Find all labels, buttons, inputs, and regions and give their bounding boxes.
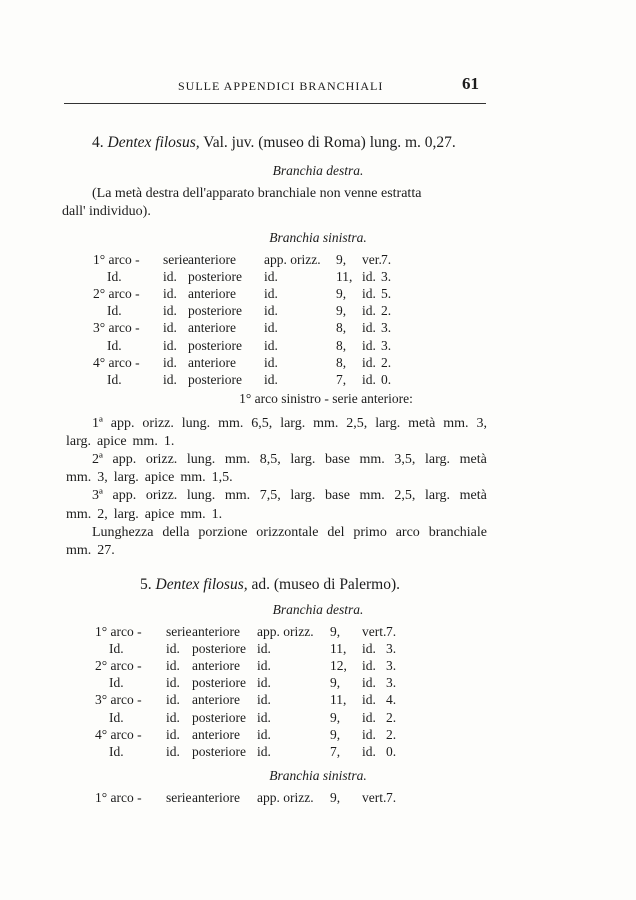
table-cell: Id. (107, 371, 122, 387)
word: 27. (97, 542, 115, 558)
paragraph-line (92, 524, 487, 541)
section4-subheading: 1° arco sinistro - serie anteriore: (239, 391, 413, 406)
word: larg. (113, 506, 139, 522)
table-cell: id. (264, 269, 278, 285)
word: 2,5, (394, 488, 416, 504)
word: mm. (180, 470, 206, 486)
table-cell: id. (362, 303, 376, 319)
table-cell: 2. (386, 709, 397, 725)
table-cell: posteriore (192, 709, 246, 725)
table-cell: id. (163, 337, 177, 353)
table-cell: serie (163, 252, 189, 267)
table-cell: id. (362, 675, 376, 691)
table-cell: id. (362, 658, 376, 674)
table-cell: serie (166, 624, 192, 639)
table-cell: id. (163, 286, 177, 302)
word: 2, (97, 506, 108, 522)
table-cell: id. (362, 286, 376, 302)
section4-heading (92, 134, 456, 152)
table-row (0, 372, 636, 389)
table-cell: id. (264, 337, 278, 353)
section5-number: 5. (140, 576, 152, 593)
table-cell: 11, (336, 269, 353, 285)
paragraph-line (92, 451, 487, 468)
paragraph-line (66, 469, 233, 486)
section4-number: 4. (92, 134, 104, 151)
table-cell: 9, (330, 624, 341, 639)
table-cell: Id. (109, 709, 124, 725)
table-row (0, 624, 636, 641)
table-cell: anteriore (192, 658, 240, 674)
table-row (0, 303, 636, 320)
section5-species: Dentex filosus, (155, 576, 248, 593)
word: 7,5, (259, 488, 281, 504)
table-cell: 0. (381, 371, 392, 387)
table-cell: app. orizz. (257, 790, 314, 805)
table-cell: 3. (381, 269, 392, 285)
table-cell: 9, (336, 303, 347, 319)
word: larg. (280, 416, 306, 431)
table-cell: posteriore (192, 675, 246, 691)
word: lung. (186, 488, 216, 504)
table-cell: 7, (330, 743, 341, 759)
word: app. (112, 452, 137, 468)
table-row (0, 641, 636, 658)
word: 1,5. (211, 470, 233, 486)
table-cell: id. (257, 709, 271, 725)
word: larg. (425, 488, 451, 504)
table-cell: posteriore (188, 337, 242, 353)
table-cell: 11, (330, 692, 347, 708)
word: orizz. (145, 452, 178, 468)
word: porzione (198, 524, 248, 540)
table-row (0, 355, 636, 372)
table-cell: id. (163, 371, 177, 387)
table-cell: id. (166, 658, 180, 674)
table-cell: id. (257, 743, 271, 759)
table-cell: 1° arco - (93, 252, 140, 267)
table-cell: 7, (336, 371, 347, 387)
word: apice (144, 506, 175, 522)
paragraph-line (92, 415, 487, 432)
word: branchiale (428, 524, 487, 540)
section5-branchia-destra-heading: Branchia destra. (272, 602, 364, 617)
table-cell: 1° arco - (95, 624, 142, 639)
section5-branchia-sinistra-heading: Branchia sinistra. (269, 768, 367, 783)
table-cell: 4. (386, 692, 397, 708)
paragraph-line (92, 487, 487, 504)
word: larg. (425, 452, 451, 468)
table-cell: 7. (386, 624, 397, 639)
table-cell: id. (257, 641, 271, 657)
word: 1ª (92, 416, 103, 431)
table-cell: 9, (336, 252, 347, 267)
table-cell: 2° arco - (93, 286, 140, 302)
table-cell: anteriore (188, 286, 236, 302)
table-cell: Id. (109, 641, 124, 657)
word: 3, (97, 470, 108, 486)
table-cell: id. (362, 354, 376, 370)
word: 8,5, (259, 452, 281, 468)
table-cell: posteriore (188, 303, 242, 319)
table-cell: id. (362, 743, 376, 759)
table-cell: id. (264, 286, 278, 302)
word: 1. (211, 506, 223, 522)
table-cell: id. (257, 726, 271, 742)
table-cell: id. (163, 269, 177, 285)
word: mm. (66, 506, 92, 522)
table-cell: id. (264, 320, 278, 336)
table-cell: vert. (362, 790, 387, 805)
table-cell: id. (264, 303, 278, 319)
table-cell: serie (166, 790, 192, 805)
table-cell: Id. (107, 269, 122, 285)
table-cell: 0. (386, 743, 397, 759)
table-cell: 3° arco - (95, 692, 142, 708)
table-cell: id. (362, 320, 376, 336)
table-cell: id. (362, 371, 376, 387)
word: mm. (359, 452, 385, 468)
table-cell: id. (166, 641, 180, 657)
word: della (162, 524, 190, 540)
word: 2,5, (346, 416, 368, 431)
section5-desc: ad. (museo di Palermo). (251, 576, 401, 593)
word: mm. (132, 434, 158, 450)
table-cell: 8, (336, 354, 347, 370)
table-row (0, 269, 636, 286)
word: orizzontale (256, 524, 319, 540)
table-cell: Id. (107, 337, 122, 353)
page-number: 61 (462, 74, 479, 93)
table-cell: vert. (362, 624, 387, 639)
table-cell: app. orizz. (264, 252, 321, 267)
table-cell: anteriore (188, 252, 236, 267)
table-cell: 8, (336, 320, 347, 336)
word: mm. (224, 452, 251, 468)
table-cell: 3. (386, 658, 397, 674)
word: base (325, 488, 350, 504)
word: app. (110, 416, 135, 431)
paragraph-line (66, 433, 174, 450)
table-row (0, 252, 636, 269)
section4-note-line1: (La metà destra dell'apparato branchiale non venne estratta (92, 186, 422, 201)
word: apice (97, 434, 127, 450)
table-cell: id. (163, 354, 177, 370)
table-cell: 2. (381, 303, 392, 319)
word: mm. (443, 416, 469, 431)
word: 6,5, (251, 416, 273, 431)
header-rule (64, 103, 486, 104)
table-cell: anteriore (192, 790, 240, 805)
word: mm. (359, 488, 385, 504)
table-cell: 1° arco - (95, 790, 142, 805)
table-cell: 7. (381, 252, 392, 267)
word: mm. (66, 542, 92, 558)
word: larg. (290, 452, 316, 468)
word: larg. (375, 416, 401, 431)
table-cell: id. (166, 675, 180, 691)
word: mm. (218, 416, 244, 431)
table-cell: id. (362, 709, 376, 725)
table-cell: 2° arco - (95, 658, 142, 674)
table-cell: 9, (330, 709, 341, 725)
word: Lunghezza (92, 524, 154, 540)
word: metà (459, 452, 487, 468)
table-cell: anteriore (192, 726, 240, 742)
table-cell: 2. (381, 354, 392, 370)
table-cell: id. (362, 337, 376, 353)
word: 3ª (92, 488, 103, 504)
table-cell: id. (166, 692, 180, 708)
table-cell: posteriore (188, 371, 242, 387)
table-cell: 4° arco - (93, 354, 140, 370)
paragraph-line (66, 506, 222, 523)
word: metà (459, 488, 487, 504)
table-cell: id. (362, 269, 376, 285)
word: orizz. (142, 416, 174, 431)
word: 2ª (92, 452, 103, 468)
section4-branchia-sinistra-heading: Branchia sinistra. (269, 230, 367, 245)
word: lung. (186, 452, 216, 468)
word: mm. (66, 470, 92, 486)
table-row (0, 338, 636, 355)
table-row (0, 790, 636, 807)
table-row (0, 727, 636, 744)
table-row (0, 286, 636, 303)
table-cell: id. (166, 726, 180, 742)
table-cell: 2. (386, 726, 397, 742)
table-row (0, 692, 636, 709)
word: 3, (476, 416, 487, 431)
table-row (0, 710, 636, 727)
table-row (0, 658, 636, 675)
table-cell: id. (257, 675, 271, 691)
table-cell: 4° arco - (95, 726, 142, 742)
section4-branchia-destra-heading: Branchia destra. (272, 163, 364, 178)
page-header (0, 74, 636, 94)
table-cell: id. (166, 709, 180, 725)
table-cell: id. (163, 320, 177, 336)
table-row (0, 320, 636, 337)
table-cell: 3. (386, 641, 397, 657)
table-cell: id. (362, 641, 376, 657)
table-cell: 9, (330, 790, 341, 805)
table-cell: 3° arco - (93, 320, 140, 336)
word: primo (353, 524, 387, 540)
section4-species: Dentex filosus, (107, 134, 200, 151)
table-cell: 3. (386, 675, 397, 691)
section4-note-line2: dall' individuo). (62, 204, 151, 219)
table-cell: posteriore (192, 743, 246, 759)
word: mm. (313, 416, 339, 431)
table-cell: ver. (362, 252, 382, 267)
word: mm. (180, 506, 206, 522)
running-title: SULLE APPENDICI BRANCHIALI (178, 79, 384, 93)
table-cell: id. (166, 743, 180, 759)
table-cell: 8, (336, 337, 347, 353)
table-cell: 11, (330, 641, 347, 657)
word: larg. (290, 488, 316, 504)
table-cell: id. (362, 726, 376, 742)
table-row (0, 744, 636, 761)
word: lung. (181, 416, 211, 431)
table-cell: 9, (330, 726, 341, 742)
table-cell: Id. (109, 675, 124, 691)
table-cell: posteriore (188, 269, 242, 285)
table-cell: anteriore (188, 354, 236, 370)
word: base (325, 452, 350, 468)
table-cell: id. (362, 692, 376, 708)
word: app. (112, 488, 137, 504)
table-row (0, 675, 636, 692)
table-cell: Id. (109, 743, 124, 759)
table-cell: id. (163, 303, 177, 319)
table-cell: anteriore (192, 624, 240, 639)
table-cell: anteriore (188, 320, 236, 336)
word: apice (144, 470, 175, 486)
word: orizz. (145, 488, 178, 504)
table-cell: 9, (330, 675, 341, 691)
word: larg. (113, 470, 139, 486)
table-cell: id. (257, 658, 271, 674)
word: mm. (224, 488, 251, 504)
table-cell: anteriore (192, 692, 240, 708)
paragraph-line (66, 542, 115, 559)
table-cell: id. (257, 692, 271, 708)
table-cell: 5. (381, 286, 392, 302)
table-cell: 12, (330, 658, 347, 674)
word: larg. (66, 434, 92, 450)
table-cell: id. (264, 371, 278, 387)
table-cell: 3. (381, 320, 392, 336)
word: 1. (163, 434, 175, 450)
table-cell: posteriore (192, 641, 246, 657)
word: arco (395, 524, 420, 540)
word: metà (408, 416, 436, 431)
table-cell: Id. (107, 303, 122, 319)
table-cell: id. (264, 354, 278, 370)
word: del (327, 524, 345, 540)
table-cell: 3. (381, 337, 392, 353)
section4-desc: Val. juv. (museo di Roma) lung. m. 0,27. (203, 134, 456, 151)
table-cell: app. orizz. (257, 624, 314, 639)
table-cell: 9, (336, 286, 347, 302)
section5-heading (140, 576, 400, 594)
word: 3,5, (394, 452, 416, 468)
table-cell: 7. (386, 790, 397, 805)
